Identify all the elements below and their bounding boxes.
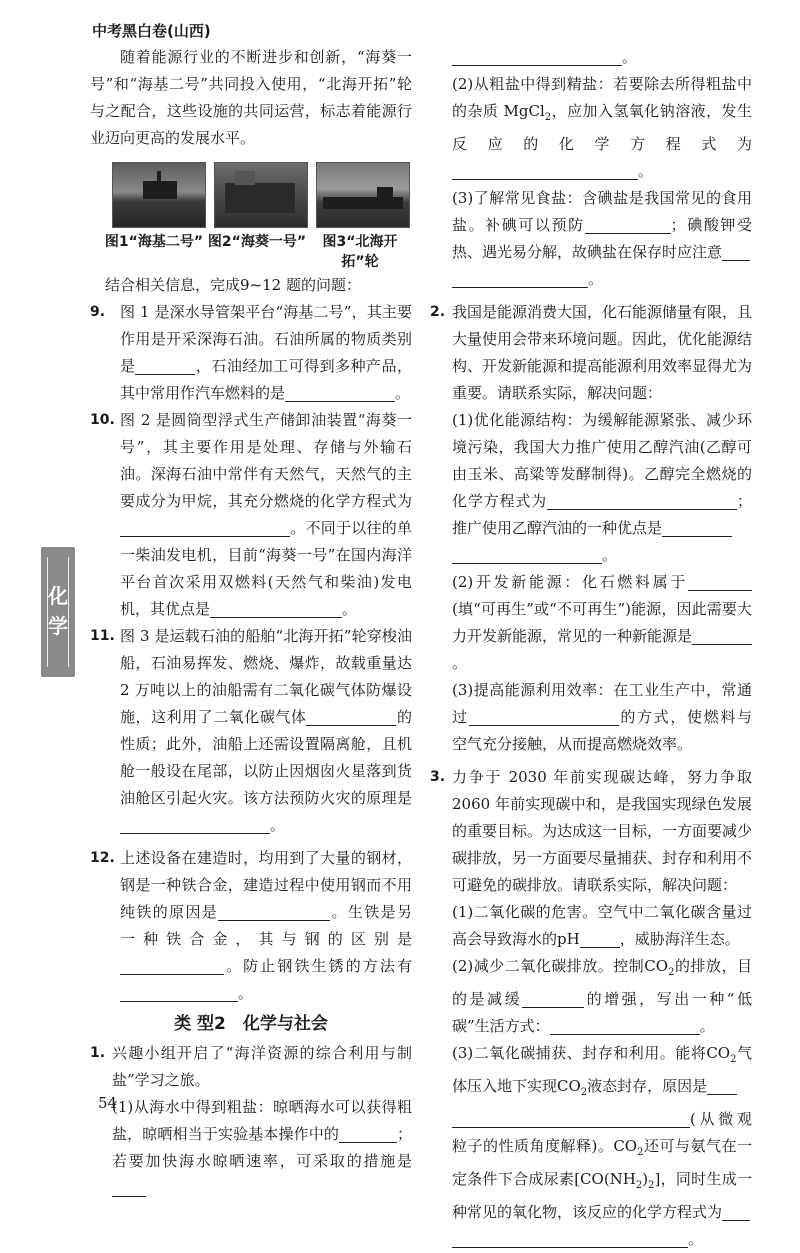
answer-blank[interactable] <box>688 572 752 591</box>
left-column <box>90 44 412 1202</box>
answer-blank[interactable] <box>120 983 238 1002</box>
page-header: 中考黑白卷(山西) <box>92 22 211 40</box>
answer-blank[interactable] <box>722 1202 750 1221</box>
question-r2: 2. 我国是能源消费大国，化石能源储量有限，且大量使用会带来环境问题。因此，优化能源结构、开发新能源和提高能源利用效率显得尤为重要。请联系实际，解决问题： <box>430 299 752 407</box>
answer-blank[interactable] <box>306 707 396 726</box>
page-number: 54 <box>98 1094 118 1112</box>
r3-part-3: (3)二氧化碳捕获、封存和利用。能将$CO_2$气体压入地下实现$CO_2$液态封存，原因是 (从微观粒子的性质角度解释)。$CO_2$还可与氨气在一定条件下合成尿素$[CO(NH_2)_2]$，同时生成一种常见的氧化物，该反应的化学方程式为 。 <box>452 1044 753 1248</box>
answer-blank[interactable] <box>692 626 752 645</box>
subject-side-tab <box>41 547 75 677</box>
r1-part-2: (2)从粗盐中得到精盐：若要除去所得粗盐中的杂质 MgCl$_2$，应加入氢氧化钠溶液，发生反应的化学方程式为。 <box>452 75 752 180</box>
answer-blank[interactable] <box>452 545 602 564</box>
r3-part-1: (1)二氧化碳的危害。空气中二氧化碳含量过高会导致海水的pH ，威胁海洋生态。 <box>452 903 752 948</box>
answer-blank[interactable] <box>210 599 342 618</box>
question-number: 12. <box>90 850 115 866</box>
r1-part-1: (1)从海水中得到粗盐：晾晒海水可以获得粗盐，晾晒相当于实验基本操作中的 ；若要加快海水晾晒速率，可采取的措施是 <box>90 1094 412 1202</box>
question-11: 11. 图 3 是运载石油的船舶“北海开拓”轮穿梭油船，石油易挥发、燃烧、爆炸，故载重量达 2 万吨以上的油船需有二氧化碳气体防爆设施，这利用了二氧化碳气体 的性质；此外，油船上还需设置隔离舱，且机舱一般设在尾部，以防止因烟囱火星落到货油舱区引起火灾。该方法预防火灾的原理是。 <box>90 623 412 839</box>
answer-blank[interactable] <box>120 956 224 975</box>
photo-haiji-platform <box>112 162 206 228</box>
r2-part-1: (1)优化能源结构：为缓解能源紧张、减少环境污染，我国大力推广使用乙醇汽油(乙醇可由玉米、高粱等发酵制得)。乙醇完全燃烧的化学方程式为 ；推广使用乙醇汽油的一种优点是 。 <box>452 411 752 564</box>
question-number: 3. <box>430 769 446 785</box>
photo-beihai-ship <box>316 162 410 228</box>
question-number: 10. <box>90 412 115 428</box>
r1-part-3: (3)了解常见食盐：含碘盐是我国常见的食用盐。补碘可以预防 ；碘酸钾受热、遇光易分解，故碘盐在保存时应注意 。 <box>452 189 752 288</box>
question-r3: 3. 力争于 2030 年前实现碳达峰，努力争取2060 年前实现碳中和，是我国实现绿色发展的重要目标。为达成这一目标，一方面要减少碳排放，另一方面要尽量捕获、封存和利用不可避免的碳排放。请联系实际，解决问题： <box>430 764 752 899</box>
photo-row <box>112 162 410 228</box>
photo-haikui-fpso <box>214 162 308 228</box>
r1-continued-blank: 。 <box>430 44 752 71</box>
answer-blank[interactable] <box>550 1016 700 1035</box>
caption-2: 图2“海葵一号” <box>207 234 307 250</box>
question-number: 9. <box>90 304 106 320</box>
answer-blank[interactable] <box>135 356 195 375</box>
answer-blank[interactable] <box>722 242 750 261</box>
r2-part-2: (2)开发新能源：化石燃料属于(填“可再生”或“不可再生”)能源，因此需要大力开发新能源，常见的一种新能源是。 <box>452 573 752 672</box>
answer-blank[interactable] <box>452 47 622 66</box>
question-r1: 1. 兴趣小组开启了“海洋资源的综合利用与制盐”学习之旅。 <box>90 1040 412 1094</box>
question-9: 9. 图 1 是深水导管架平台“海基二号”，其主要作用是开采深海石油。石油所属的物质类别是 ，石油经加工可得到多种产品，其中常用作汽车燃料的是 。 <box>90 299 412 407</box>
photo-captions <box>104 232 410 272</box>
r2-part-3: (3)提高能源利用效率：在工业生产中，常通过 的方式，使燃料与空气充分接触，从而提高燃烧效率。 <box>452 681 752 753</box>
question-number: 2. <box>430 304 446 320</box>
answer-blank[interactable] <box>585 215 671 234</box>
r3-part-2: (2)减少二氧化碳排放。控制$CO_2$的排放，目的是减缓 的增强，写出一种“低碳”生活方式： 。 <box>452 957 752 1035</box>
question-10: 10. 图 2 是圆筒型浮式生产储卸油装置“海葵一号”，其主要作用是处理、存储与外输石油。深海石油中常伴有天然气，天然气的主要成分为甲烷，其充分燃烧的化学方程式为。不同于以往的单一柴油发电机，目前“海葵一号”在国内海洋平台首次采用双燃料(天然气和柴油)发电机，其优点是 。 <box>90 407 412 623</box>
answer-blank[interactable] <box>580 929 620 948</box>
intro-paragraph: 随着能源行业的不断进步和创新，“海葵一号”和“海基二号”共同投入使用，“北海开拓”轮与之配合，这些设施的共同运营，标志着能源行业迈向更高的发展水平。 <box>90 48 412 147</box>
caption-3: 图3“北海开拓”轮 <box>322 234 398 270</box>
answer-blank[interactable] <box>339 1124 397 1143</box>
right-column <box>430 44 752 1253</box>
answer-blank[interactable] <box>120 815 270 834</box>
answer-blank[interactable] <box>469 707 619 726</box>
caption-1: 图1“海基二号” <box>104 234 204 250</box>
answer-blank[interactable] <box>218 902 330 921</box>
answer-blank[interactable] <box>452 269 588 288</box>
answer-blank[interactable] <box>707 1076 737 1095</box>
question-12: 12. 上述设备在建造时，均用到了大量的钢材，钢是一种铁合金，建造过程中使用钢而不用纯铁的原因是 。生铁是另一种铁合金，其与钢的区别是。防止钢铁生锈的方法有。 <box>90 845 412 1007</box>
answer-blank[interactable] <box>452 161 638 180</box>
answer-blank[interactable] <box>120 518 290 537</box>
side-tab-label: 化学 <box>48 584 68 638</box>
question-number: 1. <box>90 1045 106 1061</box>
answer-blank[interactable] <box>662 518 732 537</box>
question-number: 11. <box>90 628 115 644</box>
answer-blank[interactable] <box>452 1229 688 1248</box>
answer-blank[interactable] <box>452 1109 690 1128</box>
answer-blank[interactable] <box>285 383 395 402</box>
answer-blank[interactable] <box>112 1178 146 1197</box>
lead-text: 结合相关信息，完成9~12 题的问题： <box>105 276 361 294</box>
answer-blank[interactable] <box>547 491 737 510</box>
section-title: 类 型2 化学与社会 <box>174 1014 328 1034</box>
answer-blank[interactable] <box>522 989 584 1008</box>
